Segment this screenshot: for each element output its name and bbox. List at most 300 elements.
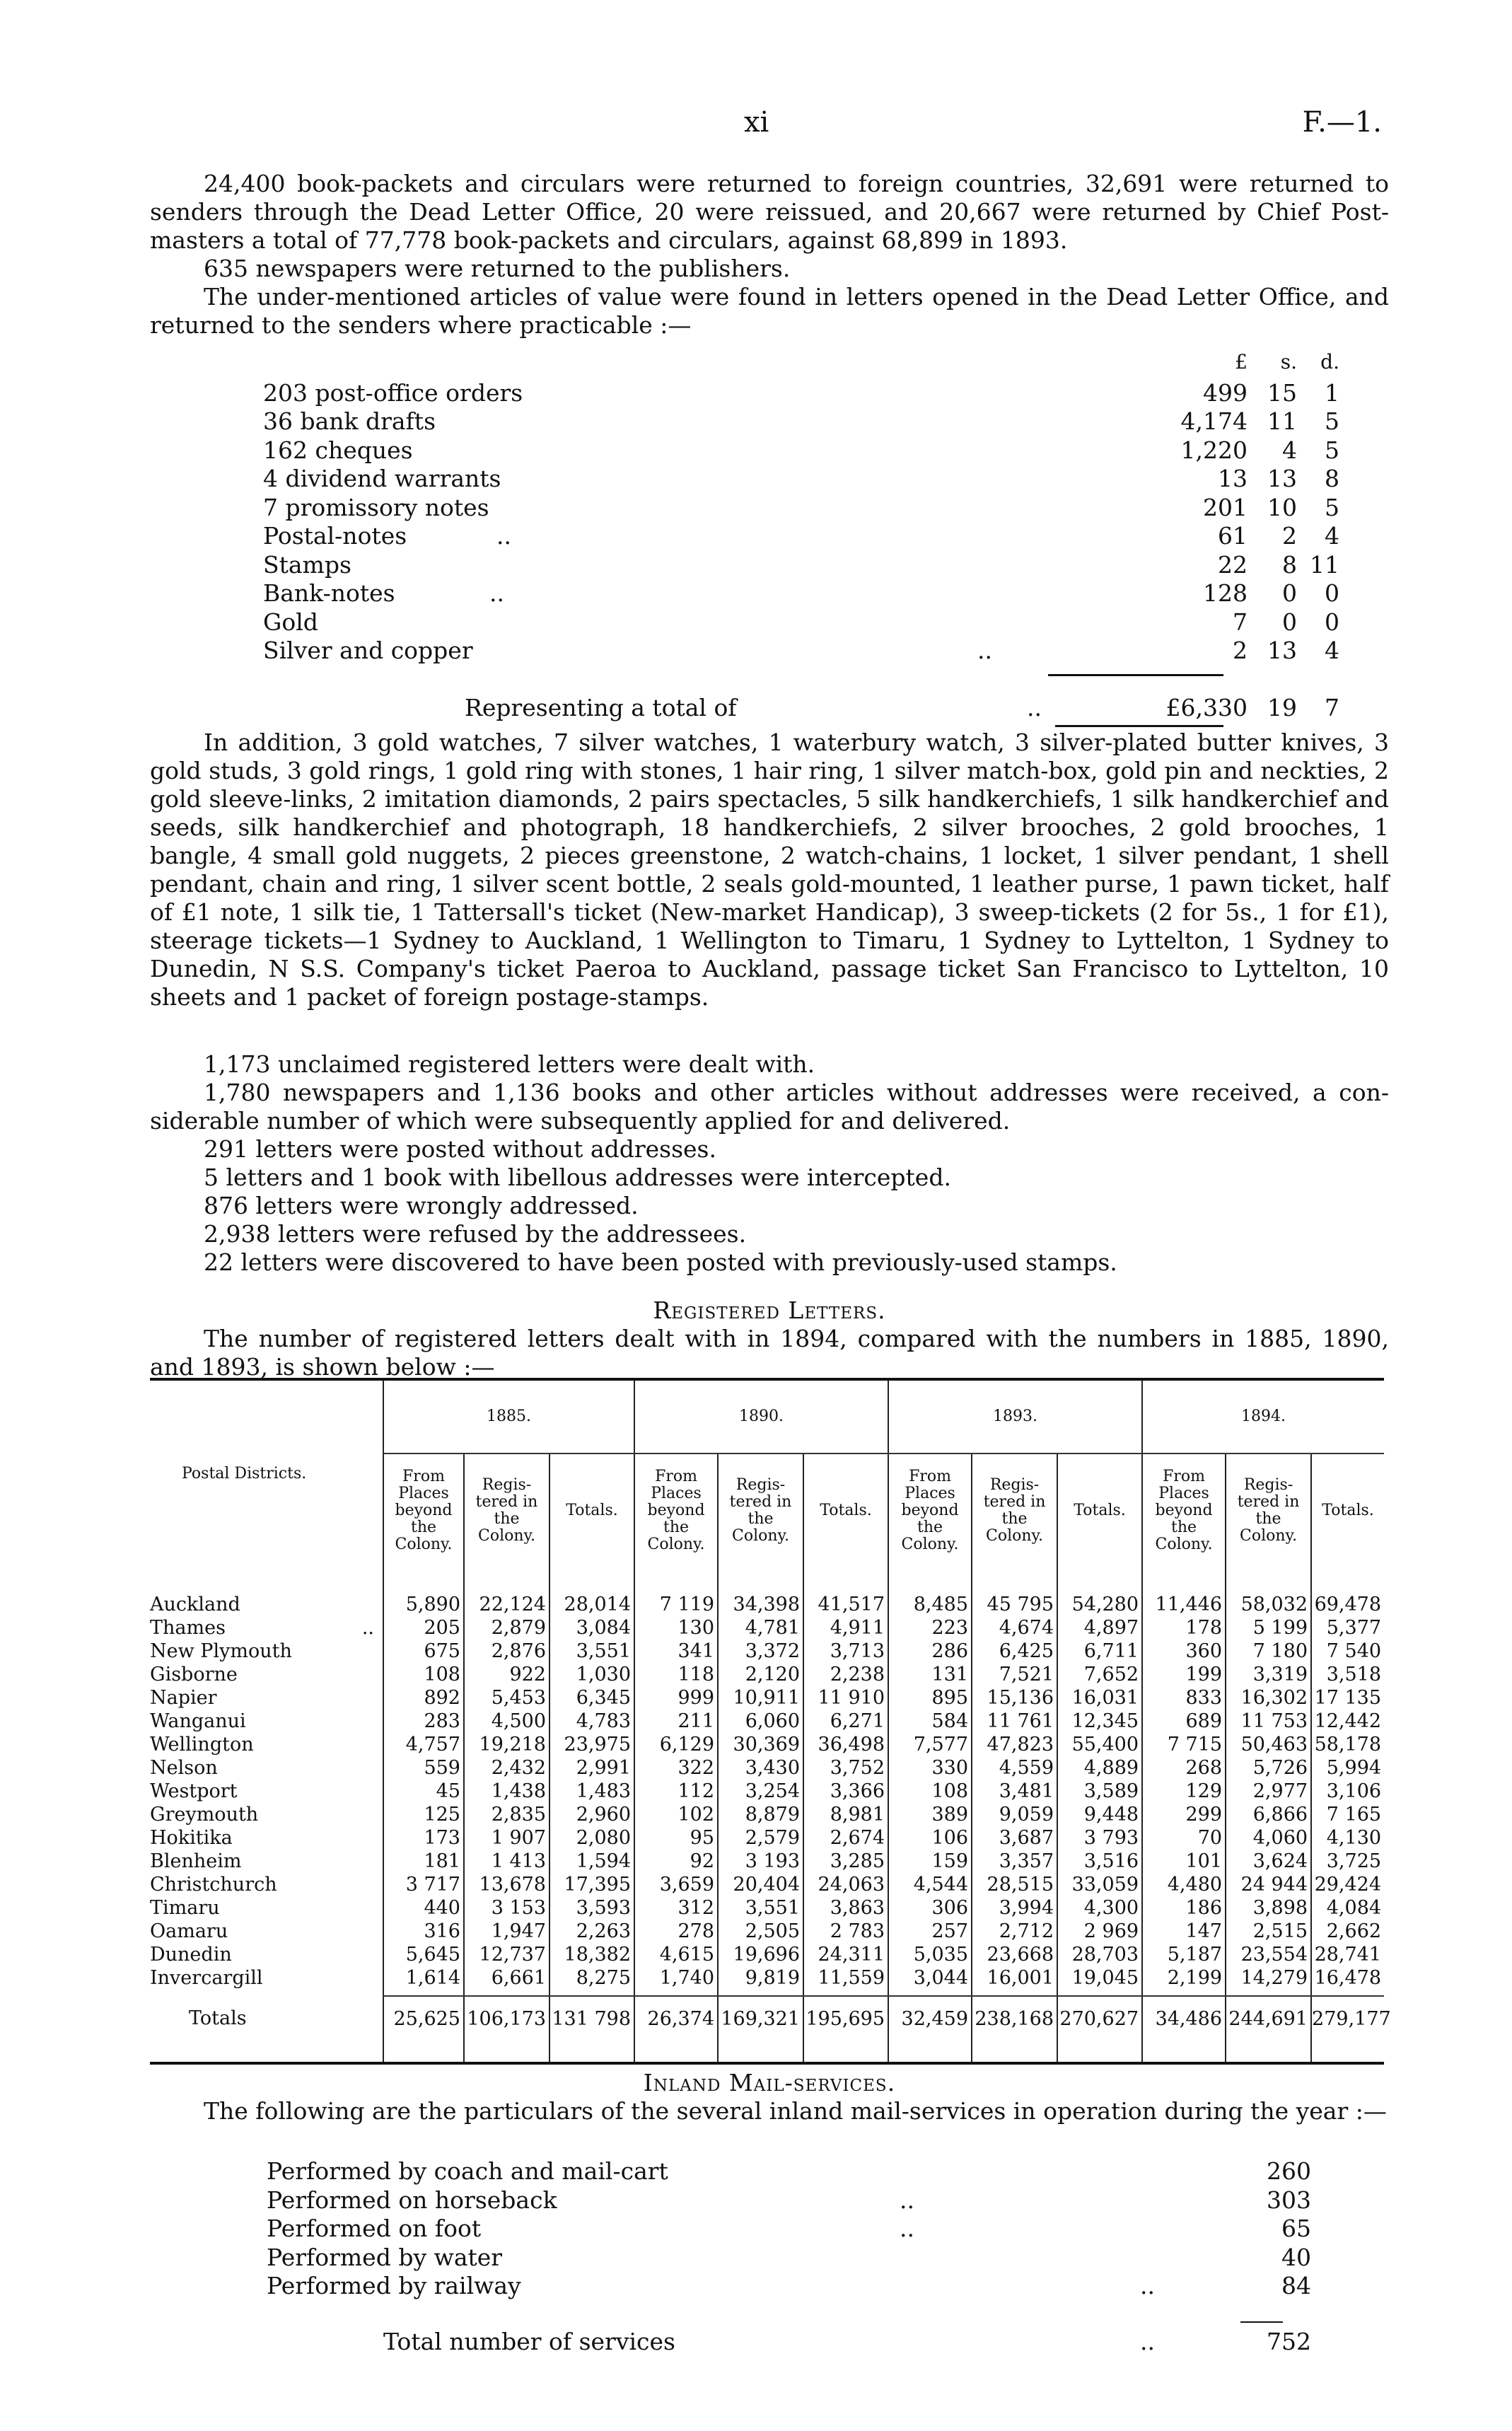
from-abroad-header: From Places beyond the Colony.	[1142, 1454, 1226, 1567]
count-cell: 58,178	[1311, 1733, 1384, 1756]
valuables-row	[150, 494, 1389, 523]
totals-header: Totals.	[549, 1454, 634, 1567]
count-cell: 205	[383, 1616, 464, 1640]
district-row	[150, 1896, 1384, 1920]
count-cell: 833	[1142, 1686, 1226, 1710]
shillings-value: 13	[1267, 637, 1297, 664]
count-cell: 70	[1142, 1826, 1226, 1850]
pence-total: 7	[1325, 693, 1339, 721]
count-cell: 3,430	[718, 1756, 803, 1780]
district-name	[150, 1640, 383, 1663]
item-label: 4 dividend warrants	[263, 465, 501, 492]
year-1890-header: 1890.	[634, 1379, 888, 1454]
district-label: Invercargill	[150, 1967, 263, 1989]
count-cell: 283	[383, 1710, 464, 1733]
count-cell: 3,516	[1057, 1850, 1142, 1873]
count-cell: 30,369	[718, 1733, 803, 1756]
district-name	[150, 1920, 383, 1943]
fact-item: 1,780 newspapers and 1,136 books and other articles without addresses were received, a con-siderable number of which were subsequently applied for and delivered.	[150, 1079, 1389, 1135]
count-cell: 50,463	[1226, 1733, 1311, 1756]
item-label: 7 promissory notes	[263, 493, 489, 521]
pence-value: 4	[1325, 637, 1339, 664]
district-row	[150, 1943, 1384, 1966]
valuables-table	[150, 350, 1389, 722]
count-cell: 3,372	[718, 1640, 803, 1663]
district-name	[150, 1896, 383, 1920]
intro-section	[150, 170, 1389, 340]
count-cell: 92	[634, 1850, 718, 1873]
district-label: Timaru	[150, 1897, 220, 1919]
leader-dots: ..	[1140, 2272, 1155, 2299]
count-cell: 4,674	[972, 1616, 1057, 1640]
district-name	[150, 1943, 383, 1966]
count-cell: 24 944	[1226, 1873, 1311, 1896]
count-cell: 2 969	[1057, 1920, 1142, 1943]
count-cell: 316	[383, 1920, 464, 1943]
count-cell: 41,517	[803, 1593, 888, 1616]
count-cell: 24,311	[803, 1943, 888, 1966]
count-cell: 6,271	[803, 1710, 888, 1733]
year-1893-header: 1893.	[888, 1379, 1142, 1454]
count-cell: 19,218	[464, 1733, 549, 1756]
count-cell: 7 119	[634, 1593, 718, 1616]
leader-dots: ..	[361, 1617, 374, 1639]
registered-colony-header: Regis-tered in the Colony.	[972, 1454, 1057, 1567]
count-cell: 2,199	[1142, 1966, 1226, 1990]
count-cell: 7,652	[1057, 1663, 1142, 1686]
item-label: Stamps	[263, 550, 351, 579]
valuables-row	[150, 637, 1389, 666]
count-cell: 14,279	[1226, 1966, 1311, 1990]
pounds-value: 4,174	[1180, 407, 1248, 435]
count-cell: 5,890	[383, 1593, 464, 1616]
intro-paragraph: 635 newspapers were returned to the publishers.	[204, 255, 791, 282]
district-name	[150, 1826, 383, 1850]
totals-header: Totals.	[1311, 1454, 1384, 1567]
pounds-value: 499	[1203, 378, 1248, 407]
pence-header: d.	[1320, 350, 1339, 373]
pounds-value: 61	[1218, 522, 1248, 550]
count-cell: 2,505	[718, 1920, 803, 1943]
count-cell: 211	[634, 1710, 718, 1733]
bottom-rule-row	[150, 2041, 1384, 2063]
shillings-value: 0	[1282, 579, 1297, 607]
service-label: Performed on foot	[267, 2215, 482, 2242]
count-cell: 4,781	[718, 1616, 803, 1640]
year-header-row	[150, 1379, 1384, 1454]
total-double-rule	[1055, 725, 1223, 727]
sum-rule-row	[150, 1990, 1384, 1996]
district-label: Auckland	[150, 1594, 240, 1615]
service-count: 260	[1267, 2157, 1311, 2185]
count-cell: 16,302	[1226, 1686, 1311, 1710]
document-reference: F.—1.	[1302, 106, 1382, 139]
shillings-header: s.	[1280, 350, 1297, 373]
pence-value: 5	[1325, 436, 1339, 464]
district-row	[150, 1850, 1384, 1873]
count-cell: 1,483	[549, 1780, 634, 1803]
count-cell: 11,446	[1142, 1593, 1226, 1616]
valuables-row	[150, 379, 1389, 408]
count-cell: 3,106	[1311, 1780, 1384, 1803]
count-cell: 55,400	[1057, 1733, 1142, 1756]
count-cell: 1,740	[634, 1966, 718, 1990]
intro-paragraph: The under-mentioned articles of value were found in letters opened in the Dead Letter Office, and returned to the senders where practicable :—	[150, 283, 1389, 339]
count-cell: 11 761	[972, 1710, 1057, 1733]
count-cell: 8,879	[718, 1803, 803, 1826]
item-label: 162 cheques	[263, 436, 413, 464]
count-cell: 7 165	[1311, 1803, 1384, 1826]
count-cell: 7,577	[888, 1733, 972, 1756]
count-cell: 3,481	[972, 1780, 1057, 1803]
valuables-row	[150, 579, 1389, 608]
count-cell: 2,432	[464, 1756, 549, 1780]
count-cell: 5,377	[1311, 1616, 1384, 1640]
fact-item: 5 letters and 1 book with libellous addresses were intercepted.	[204, 1164, 951, 1191]
district-label: Wanganui	[150, 1710, 246, 1732]
registered-table-body	[150, 1593, 1384, 1990]
count-cell: 12,737	[464, 1943, 549, 1966]
pounds-value: 2	[1233, 637, 1248, 664]
count-cell: 895	[888, 1686, 972, 1710]
additional-items-section	[150, 729, 1389, 1011]
district-row	[150, 1640, 1384, 1663]
pounds-value: 1,220	[1180, 436, 1248, 464]
count-cell: 5 199	[1226, 1616, 1311, 1640]
service-label: Performed by water	[267, 2243, 503, 2271]
total-cell: 25,625	[383, 1996, 464, 2041]
count-cell: 4,480	[1142, 1873, 1226, 1896]
totals-label: Totals	[189, 2007, 247, 2029]
shillings-value: 0	[1282, 608, 1297, 636]
pence-value: 8	[1325, 465, 1339, 492]
total-cell: 270,627	[1057, 1996, 1142, 2041]
district-name	[150, 1873, 383, 1896]
inland-mail-heading: Inland Mail-services.	[643, 2069, 896, 2096]
pence-value: 4	[1325, 522, 1339, 550]
pence-value: 1	[1325, 378, 1339, 407]
total-services-label: Total number of services	[383, 2327, 675, 2355]
additional-paragraph: In addition, 3 gold watches, 7 silver watches, 1 waterbury watch, 3 silver-plated butter knives, 3 gold studs, 3 gold rings, 1 gold ring with stones, 1 hair ring, 1 silver match-box, gold pin and neckties, 2 gold sleeve-links, 2 imitation diamonds, 2 pairs spectacles, 5 silk handkerchiefs, 1 silk handkerchief and seeds, silk handkerchief and photograph, 18 handkerchiefs, 2 silver brooches, 2 gold brooches, 1 bangle, 4 small gold nuggets, 2 pieces greenstone, 2 watch-chains, 1 locket, 1 silver pendant, 1 shell pendant, chain and ring, 1 silver scent bottle, 2 seals gold-mounted, 1 leather purse, 1 pawn ticket, half of £1 note, 1 silk tie, 1 Tattersall's ticket (New-market Handicap), 3 sweep-tickets (2 for 5s., 1 for £1), steerage tickets—1 Sydney to Auckland, 1 Wellington to Timaru, 1 Sydney to Lyttelton, 1 Sydney to Dunedin, N S.S. Company's ticket Paeroa to Auckland, passage ticket San Francisco to Lyttelton, 10 sheets and 1 packet of foreign postage-stamps.	[150, 729, 1389, 1011]
leader-dots: ..	[900, 2215, 914, 2242]
count-cell: 2,876	[464, 1640, 549, 1663]
count-cell: 173	[383, 1826, 464, 1850]
count-cell: 330	[888, 1756, 972, 1780]
valuables-header	[150, 350, 1389, 379]
count-cell: 19,045	[1057, 1966, 1142, 1990]
count-cell: 28,741	[1311, 1943, 1384, 1966]
count-cell: 2,991	[549, 1756, 634, 1780]
count-cell: 4,559	[972, 1756, 1057, 1780]
total-cell: 34,486	[1142, 1996, 1226, 2041]
count-cell: 1,594	[549, 1850, 634, 1873]
count-cell: 440	[383, 1896, 464, 1920]
count-cell: 33,059	[1057, 1873, 1142, 1896]
count-cell: 29,424	[1311, 1873, 1384, 1896]
district-label: Gisborne	[150, 1664, 238, 1686]
count-cell: 312	[634, 1896, 718, 1920]
count-cell: 34,398	[718, 1593, 803, 1616]
sum-rule	[1048, 674, 1223, 676]
count-cell: 3,254	[718, 1780, 803, 1803]
district-name	[150, 1756, 383, 1780]
total-cell: 195,695	[803, 1996, 888, 2041]
shillings-value: 2	[1282, 522, 1297, 550]
item-label: Postal-notes	[263, 522, 407, 550]
district-label: Christchurch	[150, 1874, 277, 1896]
count-cell: 108	[888, 1780, 972, 1803]
fact-item: 2,938 letters were refused by the addressees.	[204, 1220, 747, 1248]
count-cell: 4,783	[549, 1710, 634, 1733]
shillings-total: 19	[1267, 693, 1297, 721]
count-cell: 3,659	[634, 1873, 718, 1896]
count-cell: 7,521	[972, 1663, 1057, 1686]
service-count: 303	[1267, 2186, 1311, 2214]
pence-value: 11	[1310, 550, 1339, 579]
count-cell: 130	[634, 1616, 718, 1640]
count-cell: 299	[1142, 1803, 1226, 1826]
count-cell: 3 153	[464, 1896, 549, 1920]
count-cell: 9,819	[718, 1966, 803, 1990]
leader-dots: ..	[1140, 2327, 1155, 2355]
page-number: xi	[744, 106, 769, 139]
service-row	[150, 2186, 1389, 2215]
from-abroad-header: From Places beyond the Colony.	[383, 1454, 464, 1567]
count-cell: 2,263	[549, 1920, 634, 1943]
count-cell: 3,687	[972, 1826, 1057, 1850]
service-row	[150, 2215, 1389, 2244]
count-cell: 28,515	[972, 1873, 1057, 1896]
count-cell: 4,060	[1226, 1826, 1311, 1850]
district-row	[150, 1920, 1384, 1943]
count-cell: 11 910	[803, 1686, 888, 1710]
count-cell: 1 413	[464, 1850, 549, 1873]
count-cell: 11,559	[803, 1966, 888, 1990]
district-label: Napier	[150, 1687, 217, 1709]
count-cell: 3 193	[718, 1850, 803, 1873]
count-cell: 108	[383, 1663, 464, 1686]
valuables-row	[150, 465, 1389, 494]
registered-letters-heading: Registered Letters.	[653, 1296, 886, 1324]
count-cell: 69,478	[1311, 1593, 1384, 1616]
count-cell: 7 180	[1226, 1640, 1311, 1663]
district-row	[150, 1733, 1384, 1756]
fact-item: 1,173 unclaimed registered letters were dealt with.	[204, 1050, 815, 1078]
service-count: 84	[1281, 2272, 1311, 2299]
item-label: 203 post-office orders	[263, 378, 523, 407]
shillings-value: 13	[1267, 465, 1297, 492]
fact-item: 876 letters were wrongly addressed.	[204, 1192, 639, 1219]
intro-paragraph: 24,400 book-packets and circulars were returned to foreign countries, 32,691 were returned to senders through the Dead Letter Office, 20 were reissued, and 20,667 were returned by Chief Post-masters a total of 77,778 book-packets and circulars, against 68,899 in 1893.	[150, 170, 1389, 254]
pence-value: 0	[1325, 579, 1339, 607]
spacer-row	[150, 1567, 1384, 1593]
district-row	[150, 1593, 1384, 1616]
registered-colony-header: Regis-tered in the Colony.	[1226, 1454, 1311, 1567]
count-cell: 3,589	[1057, 1780, 1142, 1803]
fact-item: 22 letters were discovered to have been posted with previously-used stamps.	[204, 1248, 1117, 1276]
count-cell: 15,136	[972, 1686, 1057, 1710]
leader-dots: ..	[977, 637, 992, 664]
count-cell: 4,889	[1057, 1756, 1142, 1780]
count-cell: 186	[1142, 1896, 1226, 1920]
count-cell: 341	[634, 1640, 718, 1663]
count-cell: 2,515	[1226, 1920, 1311, 1943]
pence-value: 5	[1325, 493, 1339, 521]
district-label: Blenheim	[150, 1850, 242, 1872]
pence-value: 0	[1325, 608, 1339, 636]
count-cell: 2,712	[972, 1920, 1057, 1943]
service-total-row	[150, 2328, 1389, 2357]
district-row	[150, 1803, 1384, 1826]
count-cell: 129	[1142, 1780, 1226, 1803]
postal-districts-header: Postal Districts.	[150, 1379, 383, 1567]
count-cell: 5,645	[383, 1943, 464, 1966]
count-cell: 675	[383, 1640, 464, 1663]
count-cell: 3 717	[383, 1873, 464, 1896]
count-cell: 20,404	[718, 1873, 803, 1896]
count-cell: 10,911	[718, 1686, 803, 1710]
count-cell: 3,551	[718, 1896, 803, 1920]
count-cell: 3,518	[1311, 1663, 1384, 1686]
page-header	[150, 106, 1389, 149]
total-services-count: 752	[1267, 2327, 1311, 2355]
count-cell: 268	[1142, 1756, 1226, 1780]
service-label: Performed by coach and mail-cart	[267, 2157, 668, 2185]
shillings-value: 4	[1282, 436, 1297, 464]
count-cell: 3 793	[1057, 1826, 1142, 1850]
service-count: 65	[1281, 2215, 1311, 2242]
count-cell: 4,300	[1057, 1896, 1142, 1920]
count-cell: 4,897	[1057, 1616, 1142, 1640]
count-cell: 5,187	[1142, 1943, 1226, 1966]
count-cell: 2,835	[464, 1803, 549, 1826]
district-label: New Plymouth	[150, 1640, 292, 1662]
district-name	[150, 1686, 383, 1710]
count-cell: 118	[634, 1663, 718, 1686]
count-cell: 54,280	[1057, 1593, 1142, 1616]
count-cell: 159	[888, 1850, 972, 1873]
count-cell: 6,661	[464, 1966, 549, 1990]
totals-header: Totals.	[1057, 1454, 1142, 1567]
district-label: Dunedin	[150, 1944, 232, 1966]
registered-intro: The number of registered letters dealt with in 1894, compared with the numbers in 1885, 1890, and 1893, is shown below :—	[150, 1325, 1389, 1381]
valuables-row	[150, 436, 1389, 465]
count-cell: 16,478	[1311, 1966, 1384, 1990]
year-1885-header: 1885.	[383, 1379, 634, 1454]
count-cell: 8,981	[803, 1803, 888, 1826]
item-label: 36 bank drafts	[263, 407, 436, 435]
total-cell: 26,374	[634, 1996, 718, 2041]
total-label: Representing a total of	[465, 693, 737, 721]
count-cell: 4,615	[634, 1943, 718, 1966]
district-row	[150, 1780, 1384, 1803]
count-cell: 2,879	[464, 1616, 549, 1640]
valuables-row	[150, 551, 1389, 580]
facts-section	[150, 1050, 1389, 1381]
district-name	[150, 1710, 383, 1733]
shillings-value: 15	[1267, 378, 1297, 407]
count-cell: 257	[888, 1920, 972, 1943]
count-cell: 2,579	[718, 1826, 803, 1850]
count-cell: 689	[1142, 1710, 1226, 1733]
count-cell: 1,614	[383, 1966, 464, 1990]
count-cell: 7 540	[1311, 1640, 1384, 1663]
inland-services-table	[150, 2157, 1389, 2356]
count-cell: 6,060	[718, 1710, 803, 1733]
district-name	[150, 1663, 383, 1686]
count-cell: 3,863	[803, 1896, 888, 1920]
count-cell: 4,500	[464, 1710, 549, 1733]
valuables-row	[150, 522, 1389, 551]
district-name	[150, 1616, 383, 1640]
valuables-total-row	[150, 694, 1389, 723]
count-cell: 16,031	[1057, 1686, 1142, 1710]
district-row	[150, 1663, 1384, 1686]
leader-dots: ..	[1027, 693, 1042, 721]
count-cell: 6,711	[1057, 1640, 1142, 1663]
district-name	[150, 1593, 383, 1616]
count-cell: 1,438	[464, 1780, 549, 1803]
pounds-value: 128	[1203, 579, 1248, 607]
count-cell: 4,911	[803, 1616, 888, 1640]
count-cell: 4,130	[1311, 1826, 1384, 1850]
pounds-value: 13	[1218, 465, 1248, 492]
count-cell: 106	[888, 1826, 972, 1850]
count-cell: 125	[383, 1803, 464, 1826]
inland-mail-section	[150, 2069, 1389, 2125]
district-row	[150, 1826, 1384, 1850]
district-label: Thames	[150, 1617, 226, 1639]
count-cell: 178	[1142, 1616, 1226, 1640]
from-abroad-header: From Places beyond the Colony.	[634, 1454, 718, 1567]
count-cell: 7 715	[1142, 1733, 1226, 1756]
count-cell: 19,696	[718, 1943, 803, 1966]
count-cell: 8,485	[888, 1593, 972, 1616]
inland-intro: The following are the particulars of the several inland mail-services in operation during the year :—	[204, 2097, 1387, 2125]
district-name	[150, 1803, 383, 1826]
district-label: Nelson	[150, 1757, 218, 1779]
count-cell: 4,544	[888, 1873, 972, 1896]
count-cell: 8,275	[549, 1966, 634, 1990]
count-cell: 112	[634, 1780, 718, 1803]
count-cell: 3,357	[972, 1850, 1057, 1873]
pounds-header: £	[1235, 350, 1248, 373]
district-label: Oamaru	[150, 1920, 228, 1942]
count-cell: 3,319	[1226, 1663, 1311, 1686]
district-label: Hokitika	[150, 1827, 233, 1849]
count-cell: 18,382	[549, 1943, 634, 1966]
count-cell: 3,044	[888, 1966, 972, 1990]
count-cell: 3,898	[1226, 1896, 1311, 1920]
count-cell: 6,425	[972, 1640, 1057, 1663]
count-cell: 4,757	[383, 1733, 464, 1756]
count-cell: 45 795	[972, 1593, 1057, 1616]
leader-dots: ..	[489, 579, 504, 607]
leader-dots: ..	[900, 2186, 914, 2214]
district-row	[150, 1616, 1384, 1640]
service-row	[150, 2244, 1389, 2273]
count-cell: 2,662	[1311, 1920, 1384, 1943]
count-cell: 24,063	[803, 1873, 888, 1896]
count-cell: 278	[634, 1920, 718, 1943]
year-1894-header: 1894.	[1142, 1379, 1384, 1454]
sum-rule	[1240, 2321, 1283, 2323]
count-cell: 5,035	[888, 1943, 972, 1966]
registered-colony-header: Regis-tered in the Colony.	[464, 1454, 549, 1567]
count-cell: 2,120	[718, 1663, 803, 1686]
shillings-value: 10	[1267, 493, 1297, 521]
count-cell: 23,668	[972, 1943, 1057, 1966]
